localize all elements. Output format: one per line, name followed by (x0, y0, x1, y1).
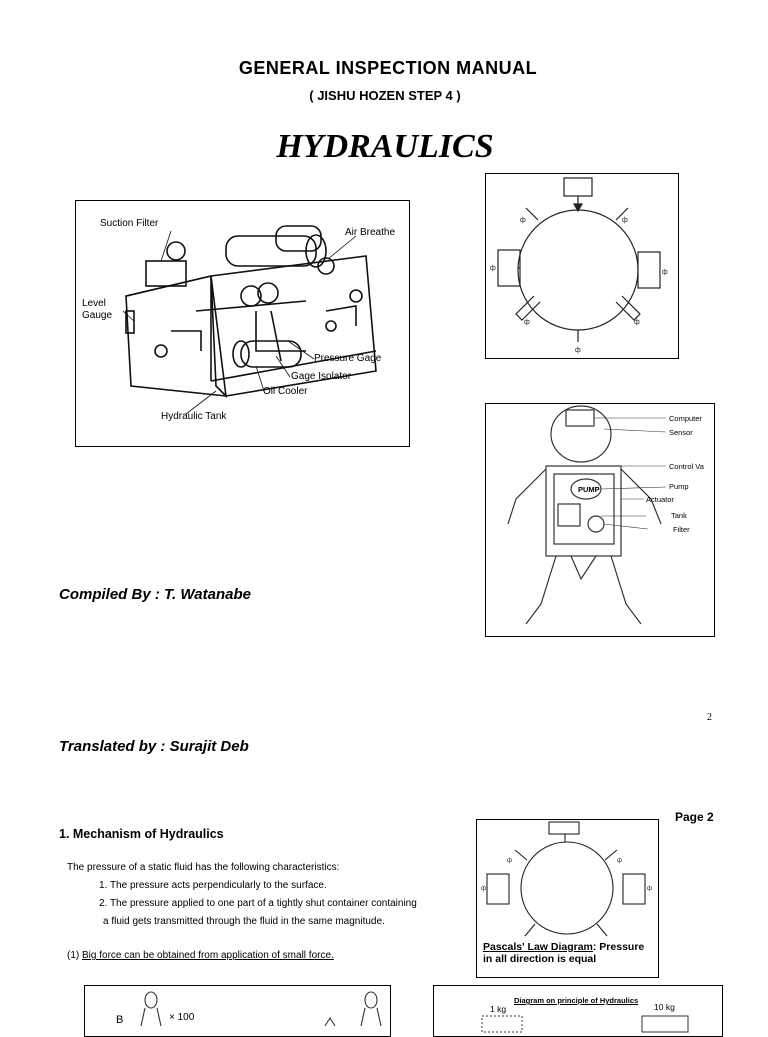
hydraulics-principle-figure (433, 985, 723, 1037)
label-computer: Computer (669, 414, 702, 423)
document-subtitle: ( JISHU HOZEN STEP 4 ) (309, 88, 461, 103)
hydraulic-tank-figure (75, 200, 410, 447)
intro-text: The pressure of a static fluid has the following characteristics: (67, 862, 340, 873)
label-pump: Pump (669, 482, 689, 491)
principle-diagram-title: Diagram on principle of Hydraulics (514, 996, 639, 1005)
page-label: Page 2 (675, 810, 714, 824)
label-gage-isolator: Gage Isolator (291, 371, 352, 382)
point-3-prefix: (1) (67, 950, 82, 961)
compiled-by: Compiled By : T. Watanabe (59, 586, 251, 603)
svg-text:ф: ф (507, 858, 512, 864)
point-3 (67, 947, 467, 965)
label-air-breather: Air Breathe (345, 227, 396, 238)
translated-by: Translated by : Surajit Deb (59, 738, 249, 755)
svg-text:ф: ф (490, 265, 496, 272)
right-weight-label: 10 kg (654, 1002, 675, 1012)
document-title: GENERAL INSPECTION MANUAL (238, 58, 538, 78)
pascal-circle-illustration (486, 174, 678, 358)
label-control-valve: Control Va (669, 462, 704, 471)
principle-illustration (434, 986, 722, 1036)
label-level-gauge-line1: Level (82, 298, 106, 309)
left-weight-label: 1 kg (490, 1004, 507, 1014)
section-body (67, 859, 467, 965)
svg-text:ф: ф (622, 217, 628, 224)
pascal-caption-rest: : Pressure (592, 941, 645, 953)
force-example-illustration (85, 986, 390, 1036)
pascal-diagram-top (485, 173, 679, 359)
label-oil-cooler: Oil Cooler (263, 386, 308, 397)
label-times-100: × 100 (169, 1012, 195, 1023)
topic-heading: HYDRAULICS (276, 128, 494, 165)
svg-text:ф: ф (634, 319, 640, 326)
body-analogy-illustration (486, 404, 714, 636)
page-number-small: 2 (707, 712, 712, 723)
label-tank: Tank (671, 511, 687, 520)
label-b: B (116, 1014, 124, 1026)
pascal-caption-title: Pascals' Law Diagram (483, 941, 593, 953)
svg-text:ф: ф (481, 886, 486, 892)
label-pressure-gage: Pressure Gage (314, 353, 382, 364)
label-suction-filter: Suction Filter (100, 218, 159, 229)
pascal-caption (483, 941, 655, 965)
section-heading: 1. Mechanism of Hydraulics (59, 827, 224, 841)
label-pump-in-body: PUMP (578, 485, 600, 494)
svg-text:ф: ф (524, 319, 530, 326)
label-actuator: Actuator (646, 495, 674, 504)
label-hydraulic-tank: Hydraulic Tank (161, 411, 227, 422)
pascal-caption-line2: in all direction is equal (483, 953, 597, 965)
svg-text:ф: ф (575, 347, 581, 354)
svg-text:ф: ф (647, 886, 652, 892)
svg-text:ф: ф (662, 269, 668, 276)
label-sensor: Sensor (669, 428, 693, 437)
point-2-line2: a fluid gets transmitted through the fluid in the same magnitude. (103, 916, 385, 927)
label-filter: Filter (673, 525, 690, 534)
svg-text:ф: ф (520, 217, 526, 224)
point-2-line1: 2. The pressure applied to one part of a tightly shut container containing (99, 898, 417, 909)
force-example-figure (84, 985, 391, 1037)
svg-text:ф: ф (617, 858, 622, 864)
point-3-text: Big force can be obtained from application of small force. (82, 950, 334, 961)
point-1: 1. The pressure acts perpendicularly to the surface. (99, 880, 327, 891)
body-analogy-figure (485, 403, 715, 637)
label-level-gauge-line2: Gauge (82, 310, 113, 321)
pascal-law-diagram (476, 819, 659, 978)
